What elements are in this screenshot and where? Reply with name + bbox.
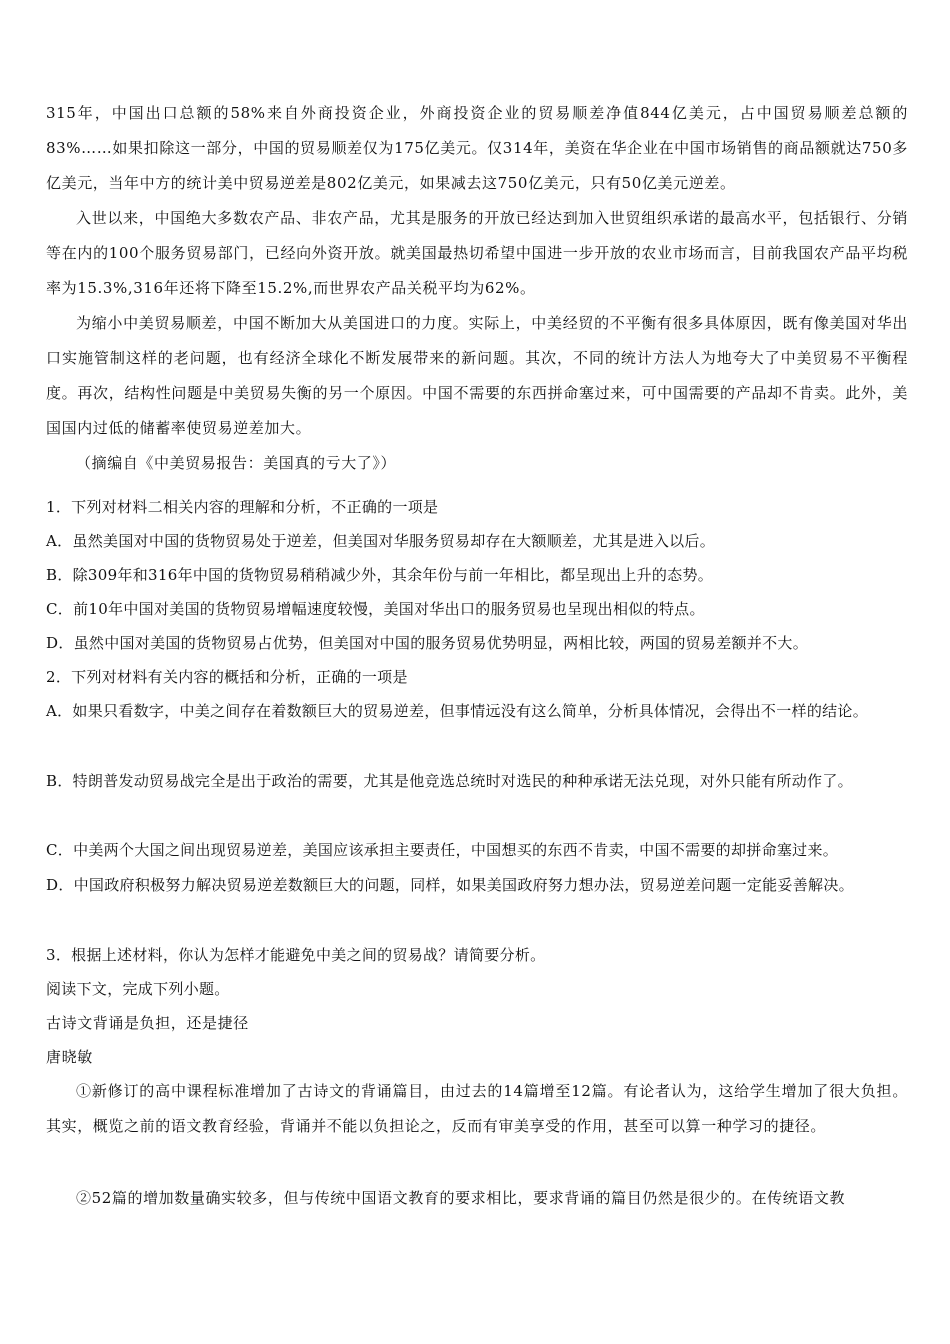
- question-1-option-c: C．前10年中国对美国的货物贸易增幅速度较慢，美国对华出口的服务贸易也呈现出相似的特点。: [46, 600, 705, 618]
- essay-paragraph-2: ②52篇的增加数量确实较多，但与传统中国语文教育的要求相比，要求背诵的篇目仍然是很少的。在传统语文教: [76, 1189, 846, 1207]
- question-2-option-b: B．特朗普发动贸易战完全是出于政治的需要，尤其是他竞选总统时对选民的种种承诺无法兑现，对外只能有所动作了。: [46, 772, 853, 790]
- essay-author: 唐晓敏: [46, 1048, 93, 1066]
- passage-paragraph-2: 入世以来，中国绝大多数农产品、非农产品，尤其是服务的开放已经达到加入世贸组织承诺的最高水平，包括银行、分销等在内的100个服务贸易部门，已经向外资开放。就美国最热切希望中国进一步开放的农业市场而言，目前我国农产品平均税率为15.3%,316年还将下降至15.2%,而世界农产品关税平均为62%。: [46, 209, 908, 297]
- question-2-option-c: C．中美两个大国之间出现贸易逆差，美国应该承担主要责任，中国想买的东西不肯卖，中国不需要的却拼命塞过来。: [46, 841, 839, 859]
- question-1-option-a: A．虽然美国对中国的货物贸易处于逆差，但美国对华服务贸易却存在大额顺差，尤其是进入以后。: [46, 532, 716, 550]
- essay-paragraph-1: ①新修订的高中课程标准增加了古诗文的背诵篇目，由过去的14篇增至12篇。有论者认为，这给学生增加了很大负担。其实，概览之前的语文教育经验，背诵并不能以负担论之，反而有审美享受的作用，甚至可以算一种学习的捷径。: [46, 1082, 908, 1135]
- reading-instruction: 阅读下文，完成下列小题。: [46, 980, 230, 998]
- question-3-stem: 3．根据上述材料，你认为怎样才能避免中美之间的贸易战？请简要分析。: [46, 946, 546, 964]
- passage-paragraph-3: 为缩小中美贸易顺差，中国不断加大从美国进口的力度。实际上，中美经贸的不平衡有很多具体原因，既有像美国对华出口实施管制这样的老问题，也有经济全球化不断发展带来的新问题。其次，不同的统计方法人为地夸大了中美贸易不平衡程度。再次，结构性问题是中美贸易失衡的另一个原因。中国不需要的东西拼命塞过来，可中国需要的产品却不肯卖。此外，美国国内过低的储蓄率使贸易逆差加大。: [46, 314, 908, 437]
- question-1-option-d: D．虽然中国对美国的货物贸易占优势，但美国对中国的服务贸易优势明显，两相比较，两国的贸易差额并不大。: [46, 634, 809, 652]
- question-2-option-a: A．如果只看数字，中美之间存在着数额巨大的贸易逆差，但事情远没有这么简单，分析具体情况，会得出不一样的结论。: [46, 702, 869, 720]
- passage-paragraph-1: 315年，中国出口总额的58%来自外商投资企业，外商投资企业的贸易顺差净值844亿美元，占中国贸易顺差总额的83%……如果扣除这一部分，中国的贸易顺差仅为175亿美元。仅314年，美资在华企业在中国市场销售的商品额就达750多亿美元，当年中方的统计美中贸易逆差是802亿美元，如果减去这750亿美元，只有50亿美元逆差。: [46, 104, 908, 192]
- question-1-option-b: B．除309年和316年中国的货物贸易稍稍减少外，其余年份与前一年相比，都呈现出上升的态势。: [46, 566, 714, 584]
- question-1-stem: 1．下列对材料二相关内容的理解和分析，不正确的一项是: [46, 498, 439, 516]
- question-2-stem: 2．下列对材料有关内容的概括和分析，正确的一项是: [46, 668, 408, 686]
- essay-title: 古诗文背诵是负担，还是捷径: [46, 1014, 249, 1032]
- passage-source: （摘编自《中美贸易报告：美国真的亏大了》）: [76, 454, 397, 472]
- question-2-option-d: D．中国政府积极努力解决贸易逆差数额巨大的问题，同样，如果美国政府努力想办法，贸易逆差问题一定能妥善解决。: [46, 876, 854, 894]
